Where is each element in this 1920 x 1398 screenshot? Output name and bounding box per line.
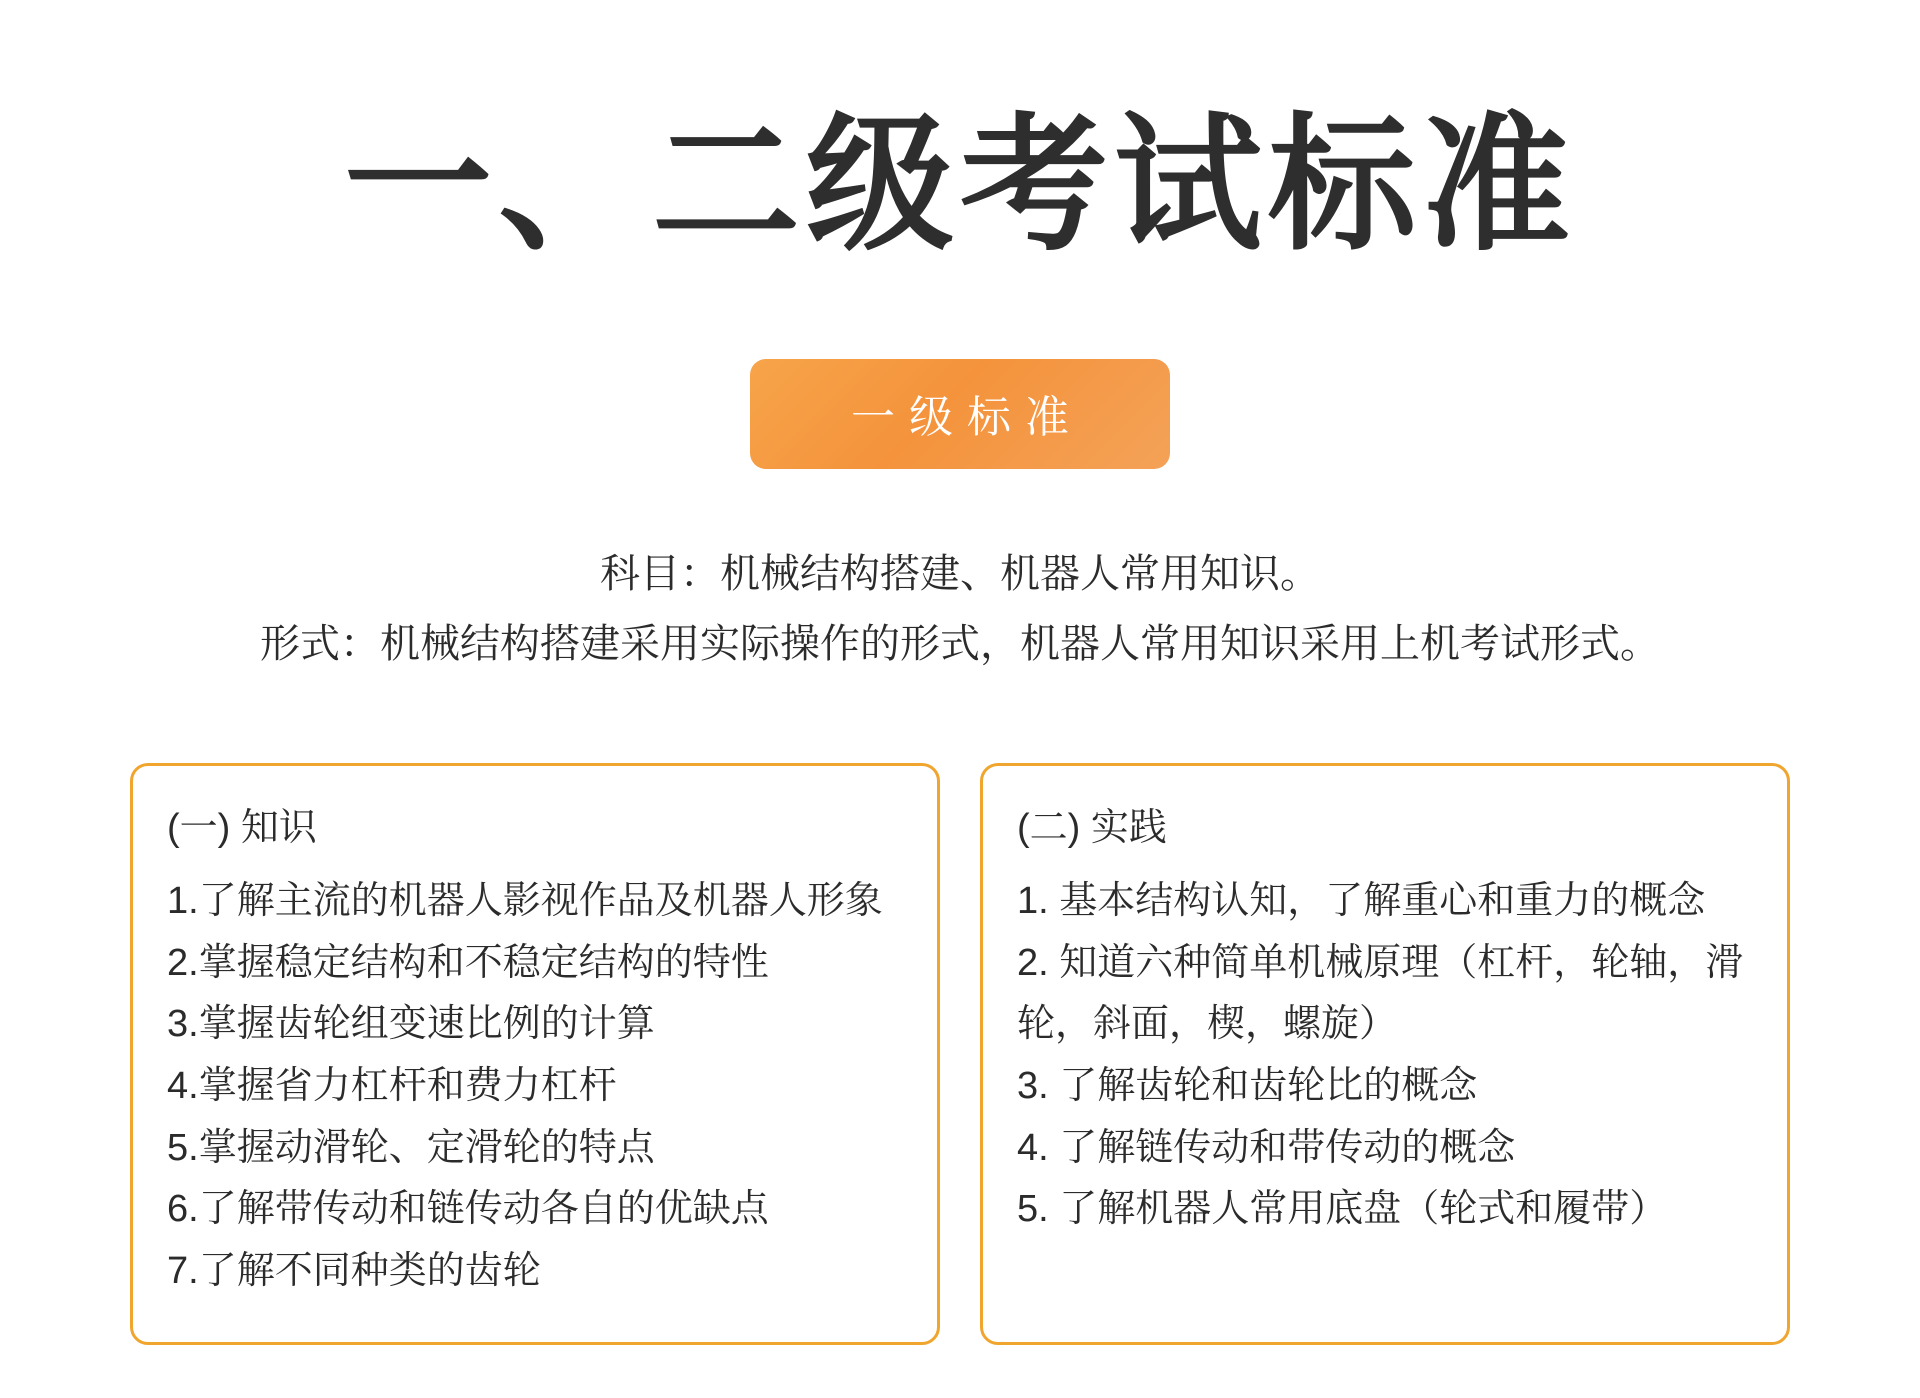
- list-item: 1. 基本结构认知，了解重心和重力的概念: [1017, 880, 1706, 923]
- list-item: 4.掌握省力杠杆和费力杠杆: [167, 1065, 617, 1108]
- practice-card-heading: (二) 实践: [1017, 807, 1167, 850]
- list-item: 7.了解不同种类的齿轮: [167, 1249, 541, 1292]
- subject-line: 科目：机械结构搭建、机器人常用知识。: [600, 552, 1320, 597]
- list-item: 5.掌握动滑轮、定滑轮的特点: [167, 1126, 655, 1169]
- page-title: 一、二级考试标准: [344, 103, 1576, 268]
- level-badge-container: [0, 359, 1920, 469]
- format-line: 形式：机械结构搭建采用实际操作的形式，机器人常用知识采用上机考试形式。: [260, 622, 1660, 667]
- list-item: 5. 了解机器人常用底盘（轮式和履带）: [1017, 1188, 1668, 1231]
- standards-cards: [0, 763, 1920, 1345]
- level-badge: 一级标准: [750, 359, 1170, 469]
- list-item: 2. 知道六种简单机械原理（杠杆，轮轴，滑轮，斜面，楔，螺旋）: [1017, 941, 1744, 1046]
- list-item: 6.了解带传动和链传动各自的优缺点: [167, 1188, 769, 1231]
- practice-card: [980, 763, 1790, 1345]
- knowledge-card: [130, 763, 940, 1345]
- list-item: 1.了解主流的机器人影视作品及机器人形象: [167, 880, 883, 923]
- list-item: 3. 了解齿轮和齿轮比的概念: [1017, 1065, 1478, 1108]
- exam-info-block: [0, 539, 1920, 679]
- list-item: 3.掌握齿轮组变速比例的计算: [167, 1003, 655, 1046]
- knowledge-card-heading: (一) 知识: [167, 807, 317, 850]
- list-item: 2.掌握稳定结构和不稳定结构的特性: [167, 941, 769, 984]
- list-item: 4. 了解链传动和带传动的概念: [1017, 1126, 1516, 1169]
